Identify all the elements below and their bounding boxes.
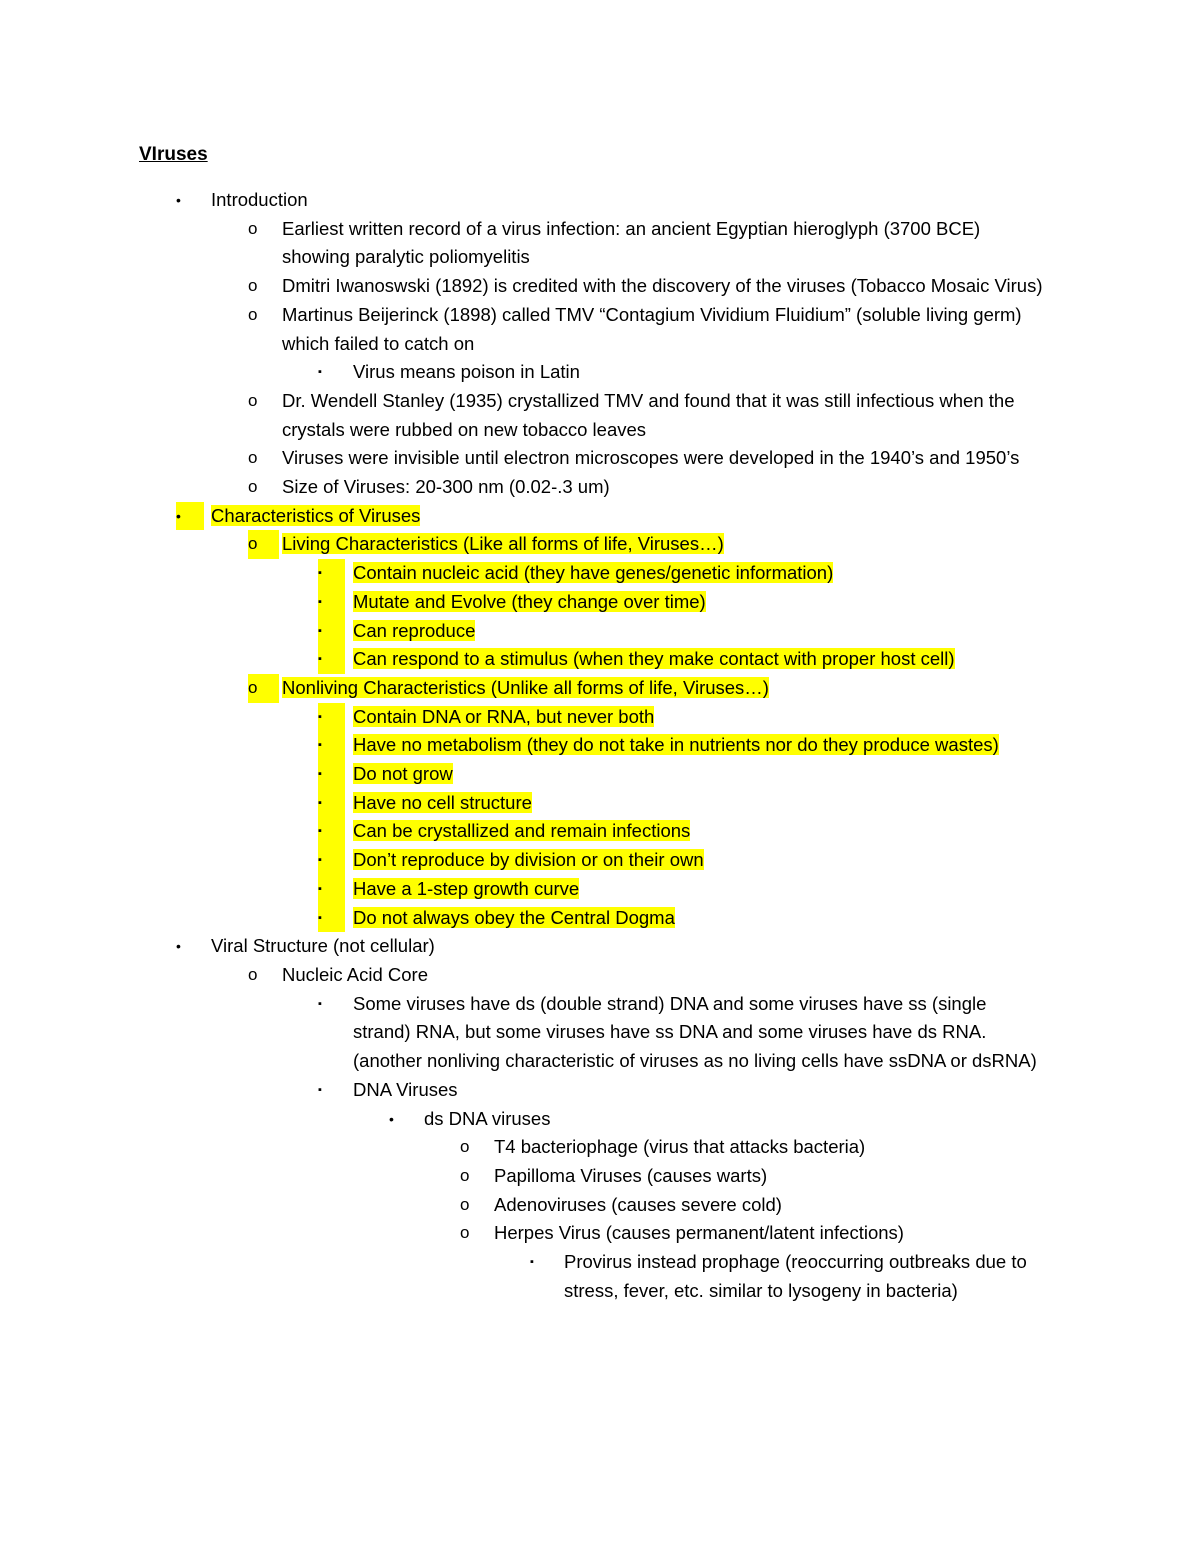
list-bullet-marker: o <box>248 304 258 324</box>
outline-item <box>0 1162 1200 1191</box>
list-bullet-marker: ▪ <box>318 846 345 875</box>
outline-item <box>0 559 1200 588</box>
outline-item-text: T4 bacteriophage (virus that attacks bacteria) <box>494 1136 866 1158</box>
list-bullet-marker: ▪ <box>318 997 322 1010</box>
outline-item <box>0 215 1200 272</box>
list-bullet-marker: o <box>248 390 258 410</box>
list-bullet-marker: ▪ <box>530 1256 534 1269</box>
list-bullet-marker: ▪ <box>318 366 322 379</box>
outline-item-text: Contain DNA or RNA, but never both <box>353 705 655 727</box>
list-bullet-marker: ▪ <box>318 645 345 674</box>
list-bullet-marker: o <box>248 674 279 703</box>
outline-item-text: Do not grow <box>353 763 453 785</box>
list-bullet-marker: • <box>389 1110 394 1127</box>
outline-item <box>0 358 1200 387</box>
outline-item <box>0 961 1200 990</box>
outline-item-text: Mutate and Evolve (they change over time) <box>353 590 706 612</box>
outline-item-text: Can reproduce <box>353 619 476 641</box>
outline-item-text: Do not always obey the Central Dogma <box>353 906 675 928</box>
outline-item-text: Virus means poison in Latin <box>353 361 580 383</box>
outline-item-text: Provirus instead prophage (reoccurring outbreaks due to stress, fever, etc. similar to lysogeny in bacteria) <box>564 1251 1027 1301</box>
outline-item-text: Nucleic Acid Core <box>282 963 429 985</box>
outline-item <box>0 789 1200 818</box>
outline-item <box>0 272 1200 301</box>
list-bullet-marker: o <box>248 477 258 497</box>
list-bullet-marker: o <box>460 1137 470 1157</box>
list-bullet-marker: ▪ <box>318 703 345 732</box>
outline-item <box>0 990 1200 1076</box>
outline-item <box>0 444 1200 473</box>
list-bullet-marker: o <box>248 218 258 238</box>
list-bullet-marker: ▪ <box>318 760 345 789</box>
outline-item-text: Viral Structure (not cellular) <box>211 935 435 957</box>
list-bullet-marker: • <box>176 938 181 955</box>
list-bullet-marker: ▪ <box>318 875 345 904</box>
outline-item-text: Size of Viruses: 20-300 nm (0.02-.3 um) <box>282 476 610 498</box>
outline-item-text: Dr. Wendell Stanley (1935) crystallized TMV and found that it was still infectious when the crystals were rubbed on new tobacco leaves <box>282 389 1015 440</box>
outline-item <box>0 186 1200 215</box>
outline-item <box>0 846 1200 875</box>
outline-item <box>0 1105 1200 1134</box>
outline-item-text: Characteristics of Viruses <box>211 504 421 526</box>
list-bullet-marker: ▪ <box>318 904 345 933</box>
outline-item-text: Papilloma Viruses (causes warts) <box>494 1164 768 1186</box>
document-title: VIruses <box>139 144 208 165</box>
outline-item-text: Nonliving Characteristics (Unlike all forms of life, Viruses…) <box>282 676 769 698</box>
outline-item-text: ds DNA viruses <box>424 1107 551 1129</box>
list-bullet-marker: o <box>248 276 258 296</box>
outline-item-text: Earliest written record of a virus infection: an ancient Egyptian hieroglyph (3700 BCE) showing paralytic poliomyelitis <box>282 217 981 268</box>
outline-item <box>0 530 1200 559</box>
outline-list <box>0 186 1200 1305</box>
outline-item-text: Herpes Virus (causes permanent/latent infections) <box>494 1222 904 1244</box>
outline-item-text: Dmitri Iwanoswski (1892) is credited with the discovery of the viruses (Tobacco Mosaic Virus) <box>282 275 1043 297</box>
outline-item <box>0 904 1200 933</box>
list-bullet-marker: o <box>460 1223 470 1243</box>
outline-item <box>0 1191 1200 1220</box>
outline-item-text: Have no metabolism (they do not take in nutrients nor do they produce wastes) <box>353 734 999 756</box>
outline-item <box>0 387 1200 444</box>
list-bullet-marker: ▪ <box>318 617 345 646</box>
outline-item <box>0 703 1200 732</box>
outline-item-text: Can respond to a stimulus (when they make contact with proper host cell) <box>353 648 955 670</box>
list-bullet-marker: • <box>176 192 181 208</box>
outline-item <box>0 760 1200 789</box>
list-bullet-marker: ▪ <box>318 789 345 818</box>
outline-item <box>0 875 1200 904</box>
outline-item <box>0 301 1200 358</box>
outline-item <box>0 473 1200 502</box>
outline-item <box>0 1133 1200 1162</box>
outline-item-text: Some viruses have ds (double strand) DNA and some viruses have ss (single strand) RNA, but some viruses have ss DNA and some viruses have ds RNA. (another nonliving characteristic of viruses as no living cells have ssDNA or dsRNA) <box>353 992 1037 1072</box>
outline-item-text: Contain nucleic acid (they have genes/genetic information) <box>353 562 834 584</box>
outline-item-text: Martinus Beijerinck (1898) called TMV “Contagium Vividium Fluidium” (soluble living germ) which failed to catch on <box>282 303 1022 354</box>
outline-item <box>0 588 1200 617</box>
list-bullet-marker: ▪ <box>318 559 345 588</box>
list-bullet-marker: o <box>460 1165 470 1185</box>
outline-item-text: Living Characteristics (Like all forms of life, Viruses…) <box>282 533 724 555</box>
list-bullet-marker: o <box>460 1194 470 1214</box>
outline-item <box>0 731 1200 760</box>
list-bullet-marker: • <box>176 502 204 531</box>
outline-item-text: Can be crystallized and remain infections <box>353 820 691 842</box>
outline-item-text: DNA Viruses <box>353 1078 458 1100</box>
list-bullet-marker: o <box>248 530 279 559</box>
outline-item <box>0 674 1200 703</box>
outline-item-text: Viruses were invisible until electron microscopes were developed in the 1940’s and 1950’s <box>282 447 1020 469</box>
list-bullet-marker: o <box>248 964 258 984</box>
outline-item <box>0 1219 1200 1248</box>
outline-item <box>0 1248 1200 1305</box>
outline-item <box>0 1076 1200 1105</box>
outline-item-text: Have no cell structure <box>353 791 532 813</box>
list-bullet-marker: ▪ <box>318 731 345 760</box>
outline-item <box>0 617 1200 646</box>
outline-item <box>0 645 1200 674</box>
outline-item-text: Have a 1-step growth curve <box>353 877 580 899</box>
list-bullet-marker: ▪ <box>318 817 345 846</box>
outline-item <box>0 502 1200 531</box>
outline-item-text: Introduction <box>211 189 308 210</box>
outline-item <box>0 817 1200 846</box>
list-bullet-marker: o <box>248 448 258 468</box>
outline-item-text: Don’t reproduce by division or on their own <box>353 849 704 871</box>
outline-item-text: Adenoviruses (causes severe cold) <box>494 1193 782 1215</box>
outline-item <box>0 932 1200 961</box>
list-bullet-marker: ▪ <box>318 588 345 617</box>
list-bullet-marker: ▪ <box>318 1083 322 1096</box>
